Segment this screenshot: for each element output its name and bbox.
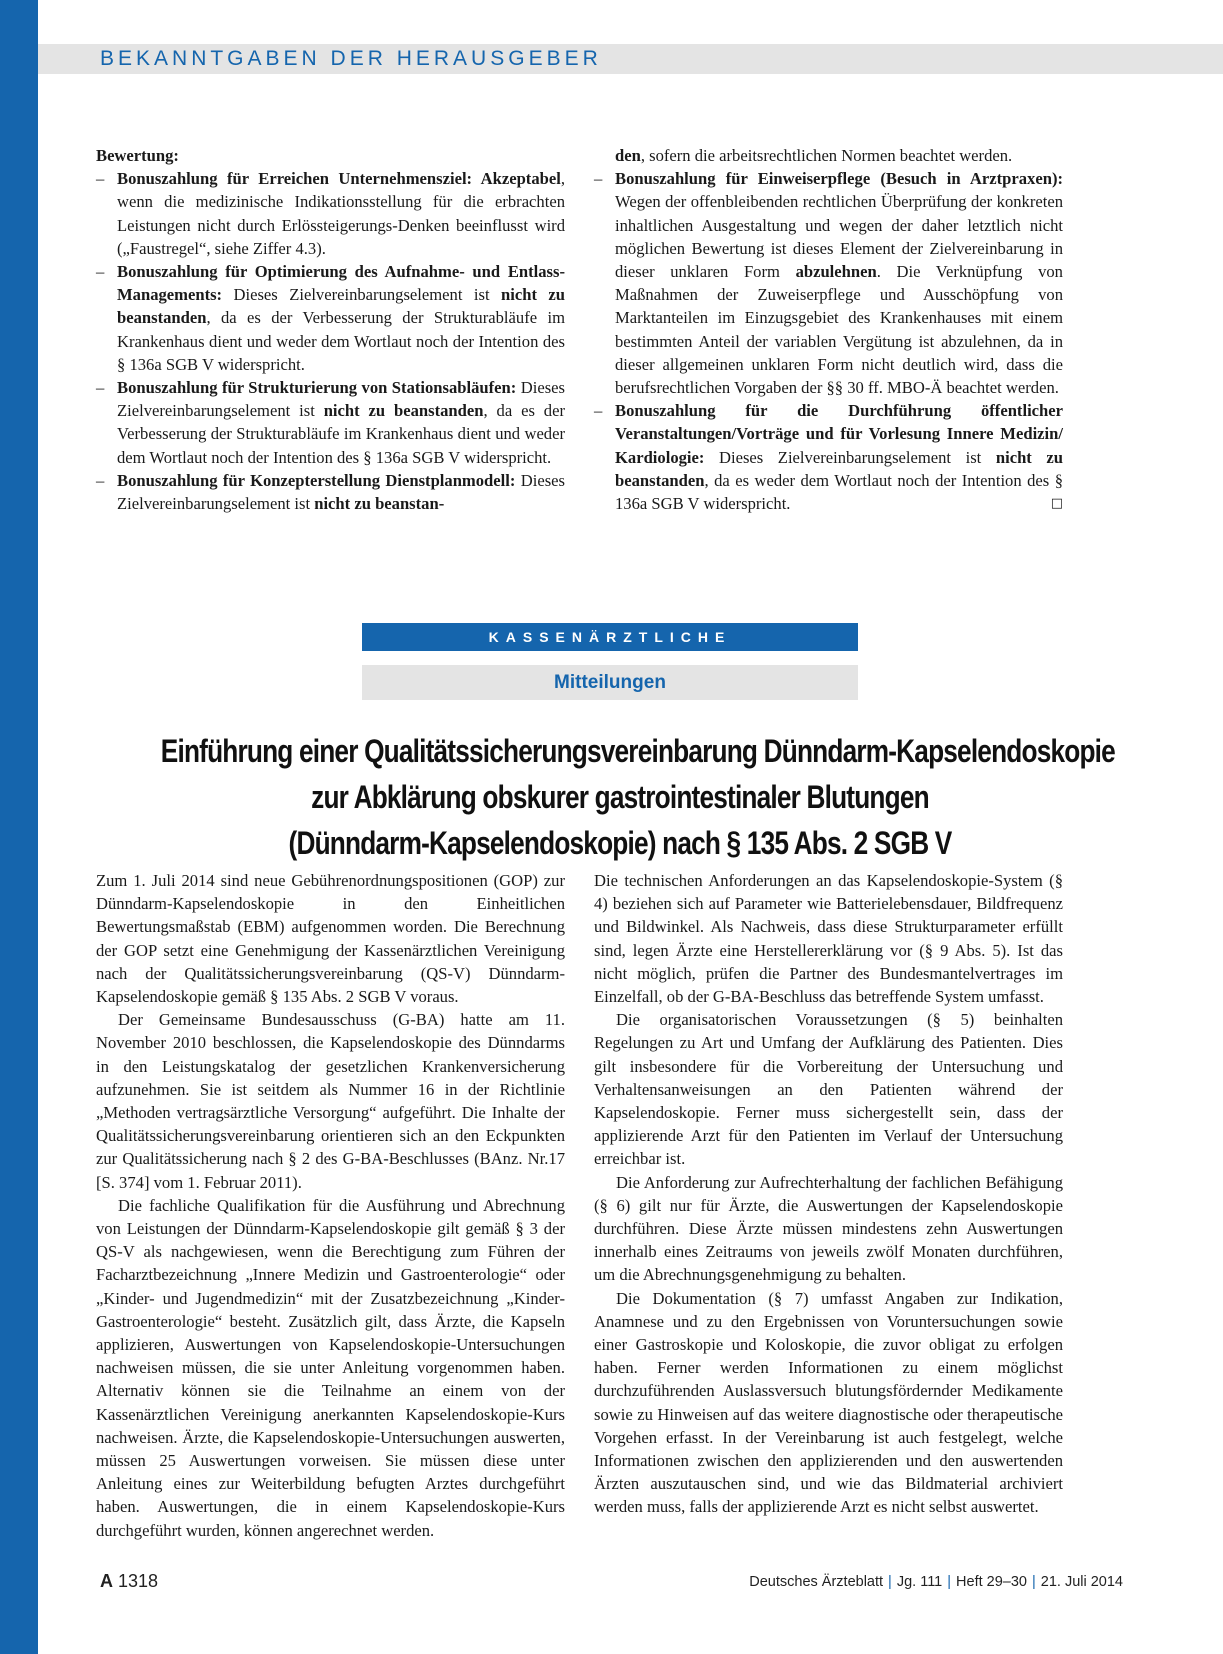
article-title-line: Einführung einer Qualitätssicherungsvereinbarung Dünndarm-Kapselendoskopie [160, 733, 1115, 769]
paragraph: Die technischen Anforderungen an das Kapselendoskopie-System (§ 4) beziehen sich auf Parameter wie Batterielebensdauer, Bildfrequenz und Bildwinkel. Als Nachweis, dass diese Strukturparameter erfüllt sind, legen Ärzte eine Herstellererklärung vor (§ 9 Abs. 5). Ist das nicht möglich, prüfen die Partner des Bundesmantelvertrages im Einzelfall, ob der G-BA-Beschluss das betreffende System umfasst. [594, 871, 1063, 1007]
list-item: – Bonuszahlung für die Durchführung öffentlicher Veranstaltungen/Vorträge und für Vorlesung Innere Medizin/ Kardiologie: Dieses Zielvereinbarungselement ist nicht zu beanstanden, da es weder dem Wortlaut noch der Intention des § 136a SGB V widerspricht. □ [594, 399, 1063, 515]
article-title [160, 728, 1115, 866]
organization-band: KASSENÄRZTLICHE [362, 623, 858, 651]
bewertung-left-column [96, 144, 565, 515]
bewertung-right-column [594, 144, 1063, 515]
list-item: – Bonuszahlung für Erreichen Unternehmensziel: Akzeptabel, wenn die medizinische Indikationsstellung für die erbrachten Leistungen nicht durch Erlössteigerungs-Denken beeinflusst wird („Faustregel“, siehe Ziffer 4.3). [96, 167, 565, 260]
journal-volume: Jg. 111 [896, 1574, 943, 1590]
article-title-line: zur Abklärung obskurer gastrointestinaler Blutungen [311, 779, 929, 815]
paragraph: Zum 1. Juli 2014 sind neue Gebührenordnungspositionen (GOP) zur Dünndarm-Kapselendoskopie in den Einheitlichen Bewertungsmaßstab (EBM) aufgenommen worden. Die Berechnung der GOP setzt eine Genehmigung der Kassenärztlichen Vereinigung nach der Qualitätssicherungsvereinbarung (QS-V) Dünndarm-Kapselendoskopie gemäß § 135 Abs. 2 SGB V voraus. [96, 871, 565, 1007]
page-number [100, 1571, 158, 1592]
category-band: Mitteilungen [362, 665, 858, 700]
list-item: – Bonuszahlung für Einweiserpflege (Besuch in Arztpraxen): Wegen der offenbleibenden rechtlichen Überprüfung der konkreten inhaltlichen Ausgestaltung und wegen der daher letztlich nicht möglichen Bewertung ist dieses Element der Zielvereinbarung in dieser unklaren Form abzulehnen. Die Verknüpfung von Maßnahmen der Zuweiserpflege und Ausschöpfung von Marktanteilen im Einzugsgebiet des Krankenhauses mit einem bestimmten Anteil der variablen Vergütung ist abzulehnen, da in dieser allgemeinen unklaren Form nicht deutlich wird, dass die berufsrechtlichen Vorgaben der §§ 30 ff. MBO-Ä beachtet werden. [594, 167, 1063, 399]
paragraph: Der Gemeinsame Bundesausschuss (G-BA) hatte am 11. November 2010 beschlossen, die Kapselendoskopie des Dünndarms in den Leistungskatalog der gesetzlichen Krankenversicherung aufzunehmen. Sie ist seitdem als Nummer 16 in der Richtlinie „Methoden vertragsärztliche Versorgung“ aufgeführt. Die Inhalte der Qualitätssicherungsvereinbarung orientieren sich an den Eckpunkten zur Qualitätssicherung nach § 2 des G-BA-Beschlusses (BAnz. Nr.17 [S. 374] vom 1. Februar 2011). [96, 1010, 565, 1192]
paragraph: Die Anforderung zur Aufrechterhaltung der fachlichen Befähigung (§ 6) gilt nur für Ärzte, die Auswertungen der Kapselendoskopie durchführen. Diese Ärzte müssen mindestens zehn Auswertungen innerhalb eines Zeitraums von jeweils zwölf Monaten durchführen, um die Abrechnungsgenehmigung zu behalten. [594, 1172, 1063, 1285]
journal-name: Deutsches Ärzteblatt [749, 1574, 884, 1590]
paragraph: Die Dokumentation (§ 7) umfasst Angaben zur Indikation, Anamnese und zu den Ergebnissen von Voruntersuchungen sowie einer Gastroskopie und Koloskopie, die zuvor obligat zu erfolgen haben. Ferner werden Informationen zu einem möglichst durchzuführenden Auslassversuch blutungsfördernder Medikamente sowie zu Hinweisen auf das weitere diagnostische oder therapeutische Vorgehen erfasst. In der Vereinbarung ist auch festgelegt, welche Informationen zwischen den applizierenden und den auswertenden Ärzten auszutauschen sind, und wie das Bildmaterial archiviert werden muss, falls der applizierende Arzt es nicht selbst auswertet. [594, 1288, 1063, 1517]
journal-date: 21. Juli 2014 [1040, 1574, 1123, 1590]
section-header: BEKANNTGABEN DER HERAUSGEBER [100, 47, 602, 70]
list-item-continuation: den, sofern die arbeitsrechtlichen Normen beachtet werden. [615, 146, 1013, 165]
bewertung-list-left [96, 167, 565, 515]
article-left-column [96, 869, 565, 1542]
list-item: – Bonuszahlung für Optimierung des Aufnahme- und Entlass-Managements: Dieses Zielvereinbarungselement ist nicht zu beanstanden, da es der Verbesserung der Strukturabläufe im Krankenhaus dient und weder dem Wortlaut noch der Intention des § 136a SGB V widerspricht. [96, 260, 565, 376]
journal-citation: Deutsches Ärzteblatt | Jg. 111 | Heft 29–30 | 21. Juli 2014 [749, 1574, 1123, 1590]
article-title-line: (Dünndarm-Kapselendoskopie) nach § 135 Abs. 2 SGB V [288, 825, 952, 861]
sidebar-accent-bar [0, 0, 38, 1654]
page-number-value: 1318 [118, 1571, 159, 1591]
bewertung-list-right [594, 144, 1063, 515]
list-item: – Bonuszahlung für Konzepterstellung Dienstplanmodell: Dieses Zielvereinbarungselement ist nicht zu beanstan- [96, 469, 565, 515]
journal-issue: Heft 29–30 [956, 1574, 1027, 1590]
page-prefix: A [100, 1571, 113, 1591]
list-item: – Bonuszahlung für Strukturierung von Stationsabläufen: Dieses Zielvereinbarungselement ist nicht zu beanstanden, da es der Verbesserung der Strukturabläufe im Krankenhaus dient und weder dem Wortlaut noch der Intention des § 136a SGB V widerspricht. [96, 376, 565, 469]
paragraph: Die fachliche Qualifikation für die Ausführung und Abrechnung von Leistungen der Dünndarm-Kapselendoskopie gilt gemäß § 3 der QS-V als nachgewiesen, wenn die Berechtigung zum Führen der Facharztbezeichnung „Innere Medizin und Gastroenterologie“ oder „Kinder- und Jugendmedizin“ mit der Zusatzbezeichnung „Kinder-Gastroenterologie“ besteht. Zusätzlich gilt, dass Ärzte, die Kapseln applizieren, Auswertungen von Kapselendoskopie-Untersuchungen nachweisen müssen, die sie unter Anleitung vorgenommen haben. Alternativ können sie die Teilnahme an einem von der Kassenärztlichen Vereinigung anerkannten Kapselendoskopie-Kurs nachweisen. Ärzte, die Kapselendoskopie-Untersuchungen auswerten, müssen 25 Auswertungen vorweisen. Sie müssen diese unter Anleitung eines zur Weiterbildung befugten Arztes durchgeführt haben. Auswertungen, die in einem Kapselendoskopie-Kurs durchgeführt wurden, können angerechnet werden. [96, 1195, 565, 1540]
bewertung-label: Bewertung: [96, 146, 179, 165]
paragraph: Die organisatorischen Voraussetzungen (§ 5) beinhalten Regelungen zu Art und Umfang der Aufklärung des Patienten. Dies gilt insbesondere für die Vorbereitung der Untersuchung und Verhaltensanweisungen an den Patienten während der Kapselendoskopie. Ferner muss sichergestellt sein, dass der applizierende Arzt für den Patienten im Verlauf der Untersuchung erreichbar ist. [594, 1010, 1063, 1169]
end-of-article-mark: □ [1050, 496, 1063, 512]
article-right-column [594, 869, 1063, 1519]
